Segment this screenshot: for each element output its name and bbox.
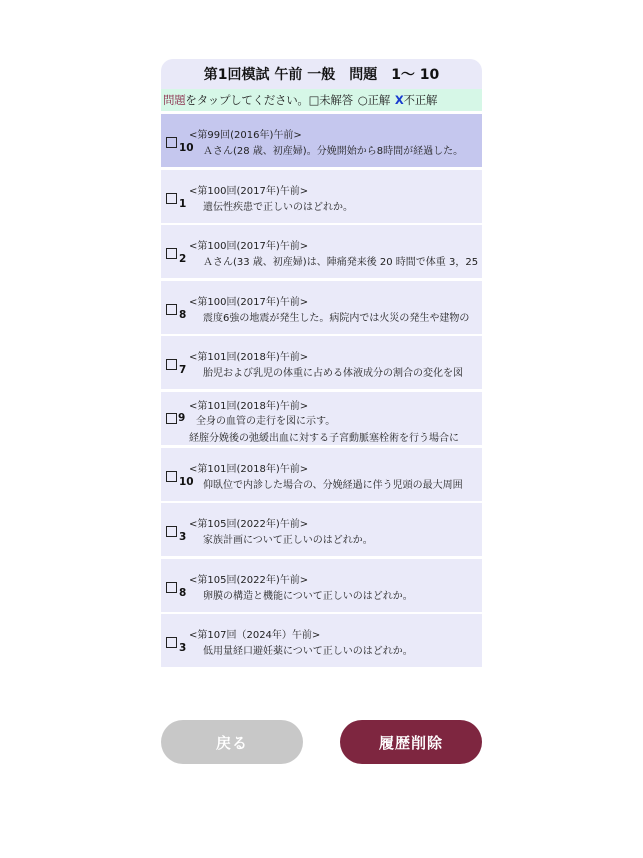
unanswered-checkbox-icon [166,582,177,593]
question-source: <第100回(2017年)午前> [189,241,309,253]
legend-incorrect-label: 不正解 [403,93,438,107]
delete-history-button[interactable] [340,720,482,764]
page-title [161,59,482,89]
question-item-9[interactable] [161,559,482,612]
question-text: 低用量経口避妊薬について正しいのはどれか。 [203,646,413,658]
question-text: 遺伝性疾患で正しいのはどれか。 [203,201,353,213]
question-number: 3 [179,531,187,544]
question-number: 9 [178,411,186,424]
question-source: <第105回(2022年)午前> [189,519,309,531]
question-number: 10 [179,475,194,488]
question-panel [161,59,482,670]
question-number: 8 [179,308,187,321]
question-source: <第101回(2018年)午前> [189,352,309,364]
question-item-10[interactable] [161,614,482,667]
question-text: 全身の血管の走行を図に示す。 [196,415,336,427]
unanswered-checkbox-icon [166,359,177,370]
unanswered-checkbox-icon [166,248,177,259]
back-button[interactable] [161,720,303,764]
page-title-text: 第1回模試 午前 一般 問題 1〜 10 [203,67,440,83]
instruction-tap-word: 問題 [163,93,186,107]
unanswered-checkbox-icon [166,471,177,482]
question-text: 卵膜の構造と機能について正しいのはどれか。 [203,590,413,602]
unanswered-checkbox-icon [166,193,177,204]
instruction-bar [161,89,482,111]
delete-history-button-label: 履歴削除 [378,733,443,752]
question-text: 家族計画について正しいのはどれか。 [203,535,373,547]
question-text: Ａさん(33 歳、初産婦)は、陣痛発来後 20 時間で体重 3，25 [203,257,479,269]
question-source: <第101回(2018年)午前> [189,400,309,412]
question-item-5[interactable] [161,336,482,389]
unanswered-checkbox-icon [166,304,177,315]
question-number: 3 [179,642,187,655]
question-number: 8 [179,586,187,599]
question-text: Ａさん(28 歳、初産婦)。分娩開始から8時間が経過した。 [203,146,464,157]
question-item-3[interactable] [161,225,482,278]
question-source: <第107回（2024年）午前> [189,630,321,642]
question-source: <第105回(2022年)午前> [189,574,309,586]
question-item-6[interactable] [161,392,482,445]
question-item-4[interactable] [161,281,482,334]
question-text: 仰臥位で内診した場合の、分娩経過に伴う児頭の最大周囲 [203,479,463,491]
unanswered-checkbox-icon [166,637,177,648]
unanswered-checkbox-icon [166,413,177,424]
question-source: <第99回(2016年)午前> [189,130,302,141]
question-number: 1 [179,197,187,210]
question-number: 7 [179,364,187,377]
question-text-line-2: 経腟分娩後の弛緩出血に対する子宮動脈塞栓術を行う場合に [189,432,459,444]
question-text: 震度6強の地震が発生した。病院内では火災の発生や建物の [203,312,470,324]
question-source: <第100回(2017年)午前> [189,296,309,308]
question-number: 10 [179,142,194,154]
question-item-7[interactable] [161,448,482,501]
legend-incorrect-mark: X [394,93,404,107]
question-item-1[interactable] [161,114,482,167]
unanswered-checkbox-icon [166,137,177,148]
question-source: <第101回(2018年)午前> [189,463,309,475]
question-item-2[interactable] [161,170,482,223]
instruction-tap-suffix: をタップしてください。 [185,93,309,107]
question-number: 2 [179,253,187,266]
back-button-label: 戻る [215,733,248,752]
unanswered-checkbox-icon [166,526,177,537]
question-list [161,114,482,667]
legend-unanswered: □未解答 [308,93,353,107]
question-item-8[interactable] [161,503,482,556]
question-source: <第100回(2017年)午前> [189,185,309,197]
question-text: 胎児および乳児の体重に占める体液成分の割合の変化を図 [203,368,463,380]
legend-correct: ○正解 [357,93,390,107]
